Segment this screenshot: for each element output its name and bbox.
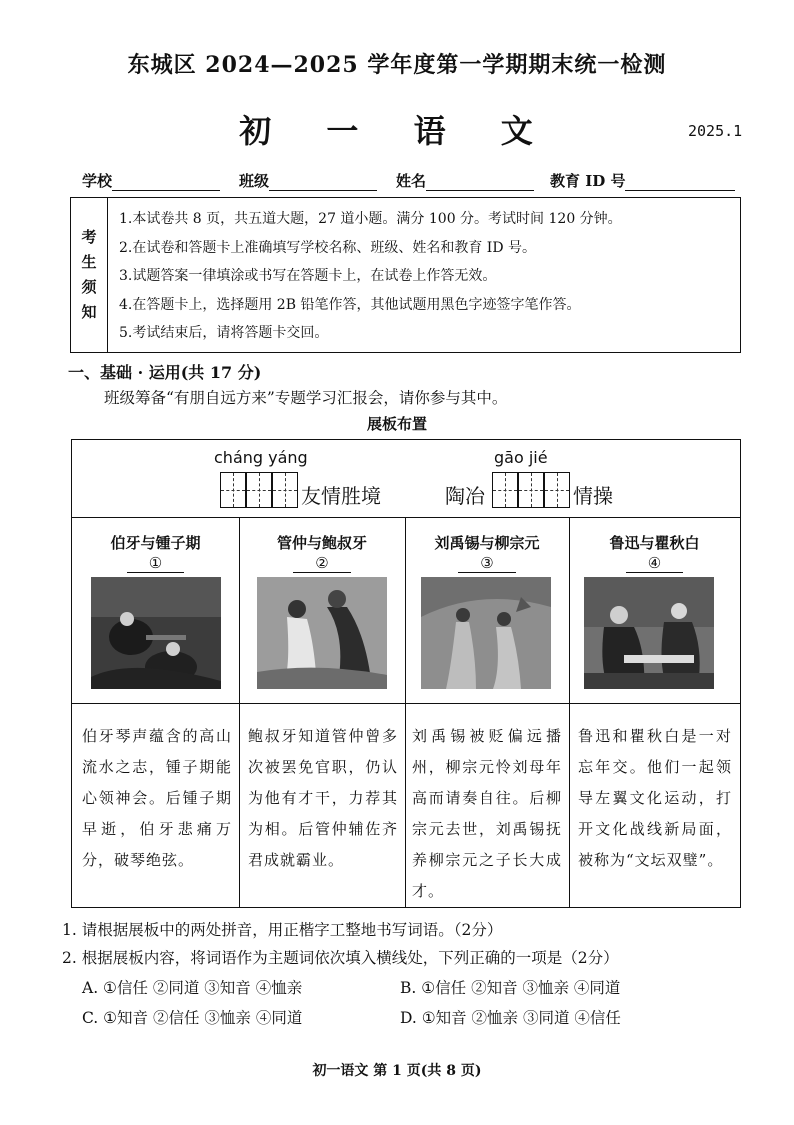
question-1: 1. 请根据展板中的两处拼音，用正楷字工整地书写词语。（2分） [62, 921, 503, 939]
painting-liuyuxi-liuzongyuan [421, 577, 551, 689]
section-intro: 班级筹备“有朋自远方来”专题学习汇报会，请你参与其中。 [104, 389, 508, 407]
board-text-1: 友情胜境 [301, 484, 381, 508]
column-description: 伯牙琴声蕴含的高山流水之志，锺子期能心领神会。后锺子期早逝，伯牙悲痛万分，破琴绝弦。 [82, 727, 232, 869]
notice-heading [71, 198, 108, 352]
option-c[interactable]: C. ①知音 ②信任 ③恤亲 ④同道 [82, 1009, 303, 1027]
writing-box[interactable] [544, 472, 570, 508]
column-title: 伯牙与锺子期 [110, 534, 201, 552]
class-field[interactable] [239, 170, 377, 191]
column-description: 刘禹锡被贬偏远播州，柳宗元怜刘母年高而请奏自往。后柳宗元去世，刘禹锡抚养柳宗元之子长大成才。 [412, 727, 562, 900]
notice-item: 1.本试卷共 8 页，共五道大题，27 道小题。满分 100 分。考试时间 120 分钟。 [119, 211, 622, 227]
painting-guanzhong-baoshuya [257, 577, 387, 689]
notice-heading-char: 生 [81, 253, 97, 271]
writing-box[interactable] [246, 472, 272, 508]
column-title: 鲁迅与瞿秋白 [609, 534, 700, 552]
blank-number-label: ③ [458, 554, 515, 573]
class-label: 班级 [239, 172, 270, 190]
option-a[interactable]: A. ①信任 ②同道 ③知音 ④恤亲 [82, 979, 303, 997]
painting-boya-ziqi [91, 577, 221, 689]
blank-number[interactable] [72, 554, 239, 573]
student-info-fields [82, 170, 738, 192]
blank-number[interactable] [239, 554, 405, 573]
writing-box[interactable] [220, 472, 246, 508]
option-d[interactable]: D. ①知音 ②恤亲 ③同道 ④信任 [400, 1009, 621, 1027]
name-field[interactable] [396, 170, 534, 191]
notice-list [119, 205, 622, 348]
blank-number-label: ① [127, 554, 184, 573]
subject-title: 初 一 语 文 [239, 112, 555, 150]
name-label: 姓名 [396, 172, 427, 190]
writing-box[interactable] [272, 472, 298, 508]
notice-heading-char: 考 [81, 228, 97, 246]
notice-heading-char: 须 [81, 278, 97, 296]
notice-item: 5.考试结束后，请将答题卡交回。 [119, 325, 329, 341]
column-title: 管仲与鲍叔牙 [276, 534, 367, 552]
blank-number[interactable] [569, 554, 740, 573]
id-label: 教育 ID 号 [550, 172, 626, 190]
pinyin-1: cháng yáng [214, 448, 308, 467]
writing-box[interactable] [518, 472, 544, 508]
painting-luxun-qiubai [584, 577, 714, 689]
option-b[interactable]: B. ①信任 ②知音 ③恤亲 ④同道 [400, 979, 621, 997]
board-text-2b: 情操 [573, 484, 613, 508]
school-field[interactable] [82, 170, 220, 191]
notice-heading-char: 知 [81, 303, 97, 321]
column-description: 鲁迅和瞿秋白是一对忘年交。他们一起领导左翼文化运动，打开文化战线新局面，被称为“文坛双璧”。 [578, 727, 732, 869]
blank-number-label: ④ [626, 554, 683, 573]
notice-item: 4.在答题卡上，选择题用 2B 铅笔作答，其他试题用黑色字迹签字笔作答。 [119, 296, 581, 313]
writing-box[interactable] [492, 472, 518, 508]
display-board [71, 439, 741, 908]
blank-number[interactable] [405, 554, 569, 573]
id-field[interactable] [550, 170, 735, 191]
question-2: 2. 根据展板内容，将词语作为主题词依次填入横线处，下列正确的一项是（2分） [62, 949, 619, 967]
section-title: 一、基础 · 运用(共 17 分) [68, 363, 262, 382]
pinyin-2: gāo jié [494, 448, 548, 467]
board-text-2a: 陶冶 [445, 484, 485, 508]
school-label: 学校 [82, 172, 113, 190]
exam-title: 东城区 2024—2025 学年度第一学期期末统一检测 [127, 52, 667, 78]
page-footer: 初一语文 第 1 页(共 8 页) [312, 1063, 482, 1079]
column-description: 鲍叔牙知道管仲曾多次被罢免官职，仍认为他有才干，力荐其为相。后管仲辅佐齐君成就霸业。 [248, 727, 398, 869]
blank-number-label: ② [293, 554, 350, 573]
notice-item: 3.试题答案一律填涂或书写在答题卡上，在试卷上作答无效。 [119, 268, 497, 284]
column-title: 刘禹锡与柳宗元 [434, 534, 540, 552]
board-caption: 展板布置 [366, 415, 427, 433]
exam-notice-box [70, 197, 741, 353]
notice-item: 2.在试卷和答题卡上准确填写学校名称、班级、姓名和教育 ID 号。 [119, 239, 537, 256]
exam-date: 2025.1 [688, 122, 743, 140]
